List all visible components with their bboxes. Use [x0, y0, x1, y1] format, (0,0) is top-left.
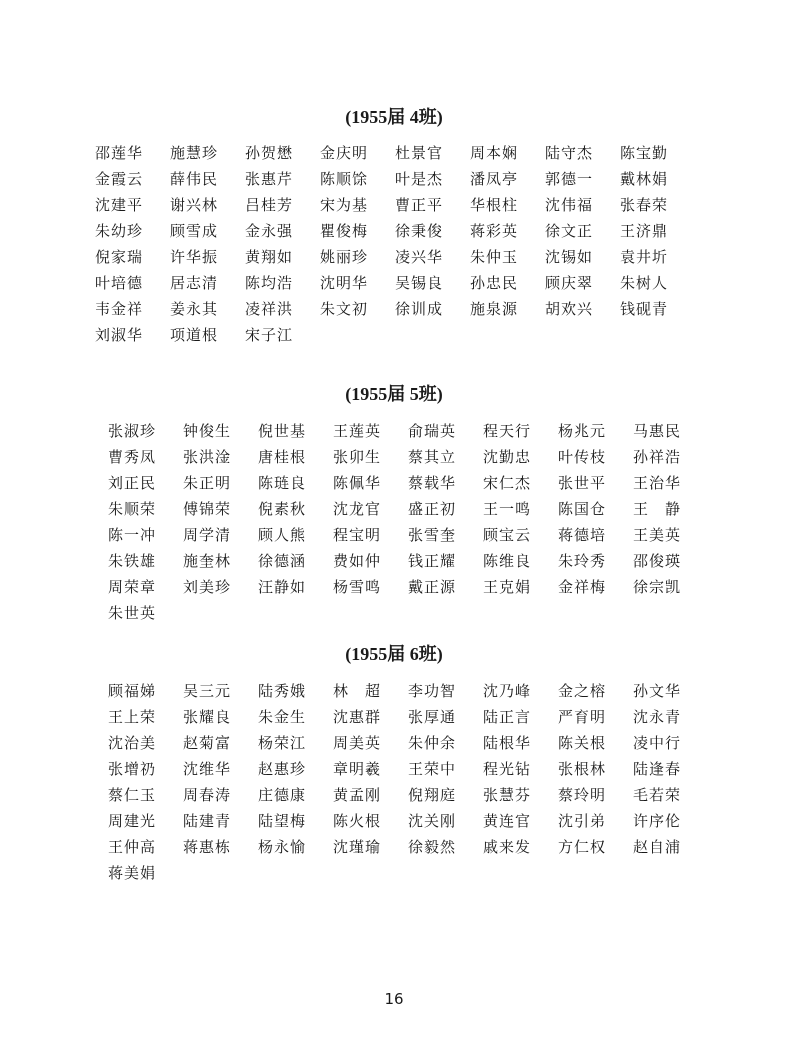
student-name: 沈明华: [320, 274, 369, 292]
student-name: 黄孟刚: [333, 786, 382, 804]
student-name: 蒋惠栋: [183, 838, 232, 856]
student-name: 朱幼珍: [95, 222, 144, 240]
student-name: 倪家瑞: [95, 248, 144, 266]
student-name: 孙贺懋: [245, 144, 294, 162]
student-name: 赵自浦: [633, 838, 682, 856]
student-name: 黄翔如: [245, 248, 294, 266]
section-title: (1955届 5班): [345, 384, 443, 404]
student-name: 程光钻: [483, 760, 532, 778]
student-name: 许华振: [170, 248, 219, 266]
student-name: 张惠芹: [245, 170, 294, 188]
student-name: 蔡玲明: [558, 786, 607, 804]
student-name: 顾福娣: [108, 682, 157, 700]
student-name: 张卯生: [333, 448, 382, 466]
student-name: 孙忠民: [470, 274, 519, 292]
student-name: 蒋彩英: [470, 222, 519, 240]
student-name: 陆秀娥: [258, 682, 307, 700]
student-name: 陈一冲: [108, 526, 157, 544]
student-name: 施泉源: [470, 300, 519, 318]
student-name: 金之榕: [558, 682, 607, 700]
student-name: 谢兴林: [170, 196, 219, 214]
student-name: 李功智: [408, 682, 457, 700]
student-name: 施慧珍: [170, 144, 219, 162]
student-name: 华根柱: [470, 196, 519, 214]
student-name: 凌中行: [633, 734, 682, 752]
student-name: 蒋美娟: [108, 864, 157, 882]
student-name: 王 静: [633, 500, 682, 518]
student-name: 唐桂根: [258, 448, 307, 466]
student-name: 汪静如: [258, 578, 307, 596]
student-name: 顾庆翠: [545, 274, 594, 292]
student-name: 袁井圻: [620, 248, 669, 266]
student-name: 周美英: [333, 734, 382, 752]
student-name: 郭德一: [545, 170, 594, 188]
student-name: 陆正言: [483, 708, 532, 726]
student-name: 项道根: [170, 326, 219, 344]
student-name: 杨雪鸣: [333, 578, 382, 596]
student-name: 蒋德培: [558, 526, 607, 544]
student-name: 杨兆元: [558, 422, 607, 440]
section-title: (1955届 4班): [345, 107, 443, 127]
student-name: 许序伦: [633, 812, 682, 830]
student-name: 徐文正: [545, 222, 594, 240]
student-name: 方仁权: [558, 838, 607, 856]
student-name: 朱仲余: [408, 734, 457, 752]
student-name: 徐宗凯: [633, 578, 682, 596]
student-name: 沈惠群: [333, 708, 382, 726]
student-name: 沈龙官: [333, 500, 382, 518]
student-name: 张洪淦: [183, 448, 232, 466]
student-name: 吕桂芳: [245, 196, 294, 214]
student-name: 孙文华: [633, 682, 682, 700]
student-name: 朱金生: [258, 708, 307, 726]
student-name: 陆守杰: [545, 144, 594, 162]
student-name: 蔡其立: [408, 448, 457, 466]
student-name: 宋为基: [320, 196, 369, 214]
student-name: 章明羲: [333, 760, 382, 778]
student-name: 杜景官: [395, 144, 444, 162]
student-name: 刘美珍: [183, 578, 232, 596]
student-name: 杨永愉: [258, 838, 307, 856]
student-name: 邵俊瑛: [633, 552, 682, 570]
student-name: 张春荣: [620, 196, 669, 214]
student-name: 王克娟: [483, 578, 532, 596]
student-name: 沈伟福: [545, 196, 594, 214]
page-number: 16: [384, 990, 404, 1008]
student-name: 王美英: [633, 526, 682, 544]
student-name: 叶是杰: [395, 170, 444, 188]
student-name: 周本娴: [470, 144, 519, 162]
student-name: 张耀良: [183, 708, 232, 726]
student-name: 陆建青: [183, 812, 232, 830]
student-name: 赵惠珍: [258, 760, 307, 778]
student-name: 徐秉俊: [395, 222, 444, 240]
student-name: 倪素秋: [258, 500, 307, 518]
student-name: 杨荣江: [258, 734, 307, 752]
student-name: 周春涛: [183, 786, 232, 804]
student-name: 费如仲: [333, 552, 382, 570]
student-name: 张慧芬: [483, 786, 532, 804]
student-name: 陈佩华: [333, 474, 382, 492]
student-name: 马惠民: [633, 422, 682, 440]
student-name: 徐德涵: [258, 552, 307, 570]
student-name: 陈维良: [483, 552, 532, 570]
student-name: 徐毅然: [408, 838, 457, 856]
student-name: 刘淑华: [95, 326, 144, 344]
student-name: 姚丽珍: [320, 248, 369, 266]
student-name: 陈火根: [333, 812, 382, 830]
name-grid: [108, 678, 708, 886]
student-name: 金永强: [245, 222, 294, 240]
student-name: 顾雪成: [170, 222, 219, 240]
student-name: 倪世基: [258, 422, 307, 440]
student-name: 潘凤亭: [470, 170, 519, 188]
student-name: 吴三元: [183, 682, 232, 700]
student-name: 钟俊生: [183, 422, 232, 440]
student-name: 沈勤忠: [483, 448, 532, 466]
student-name: 张根林: [558, 760, 607, 778]
student-name: 陆根华: [483, 734, 532, 752]
student-name: 王仲高: [108, 838, 157, 856]
student-name: 徐训成: [395, 300, 444, 318]
student-name: 周建光: [108, 812, 157, 830]
section-title: (1955届 6班): [345, 644, 443, 664]
student-name: 薛伟民: [170, 170, 219, 188]
student-name: 金祥梅: [558, 578, 607, 596]
student-name: 王荣中: [408, 760, 457, 778]
student-name: 盛正初: [408, 500, 457, 518]
student-name: 王莲英: [333, 422, 382, 440]
student-name: 朱玲秀: [558, 552, 607, 570]
student-name: 程天行: [483, 422, 532, 440]
student-name: 沈瑾瑜: [333, 838, 382, 856]
student-name: 王一鸣: [483, 500, 532, 518]
student-name: 张厚通: [408, 708, 457, 726]
student-name: 叶培德: [95, 274, 144, 292]
student-name: 陈关根: [558, 734, 607, 752]
student-name: 曹秀凤: [108, 448, 157, 466]
student-name: 周学清: [183, 526, 232, 544]
student-name: 王济鼎: [620, 222, 669, 240]
student-name: 邵莲华: [95, 144, 144, 162]
student-name: 顾人熊: [258, 526, 307, 544]
student-name: 金庆明: [320, 144, 369, 162]
student-name: 陈均浩: [245, 274, 294, 292]
student-name: 朱仲玉: [470, 248, 519, 266]
student-name: 王上荣: [108, 708, 157, 726]
student-name: 孙祥浩: [633, 448, 682, 466]
student-name: 陈国仓: [558, 500, 607, 518]
student-name: 张世平: [558, 474, 607, 492]
student-name: 凌兴华: [395, 248, 444, 266]
student-name: 林 超: [333, 682, 382, 700]
student-name: 蔡仁玉: [108, 786, 157, 804]
student-name: 宋子江: [245, 326, 294, 344]
student-name: 韦金祥: [95, 300, 144, 318]
student-name: 王治华: [633, 474, 682, 492]
student-name: 胡欢兴: [545, 300, 594, 318]
student-name: 张雪奎: [408, 526, 457, 544]
name-grid: [95, 140, 695, 348]
student-name: 刘正民: [108, 474, 157, 492]
student-name: 陆逢春: [633, 760, 682, 778]
student-name: 赵菊富: [183, 734, 232, 752]
student-name: 陈宝勤: [620, 144, 669, 162]
student-name: 周荣章: [108, 578, 157, 596]
student-name: 朱文初: [320, 300, 369, 318]
student-name: 沈治美: [108, 734, 157, 752]
student-name: 钱正耀: [408, 552, 457, 570]
student-name: 朱树人: [620, 274, 669, 292]
student-name: 金霞云: [95, 170, 144, 188]
student-name: 陈顺馀: [320, 170, 369, 188]
student-name: 钱砚青: [620, 300, 669, 318]
student-name: 陈琏良: [258, 474, 307, 492]
student-name: 施奎林: [183, 552, 232, 570]
student-name: 沈锡如: [545, 248, 594, 266]
student-name: 沈建平: [95, 196, 144, 214]
student-name: 宋仁杰: [483, 474, 532, 492]
student-name: 朱顺荣: [108, 500, 157, 518]
student-name: 戴林娟: [620, 170, 669, 188]
student-name: 曹正平: [395, 196, 444, 214]
student-name: 俞瑞英: [408, 422, 457, 440]
student-name: 沈维华: [183, 760, 232, 778]
student-name: 朱正明: [183, 474, 232, 492]
student-name: 倪翔庭: [408, 786, 457, 804]
student-name: 黄连官: [483, 812, 532, 830]
name-grid: [108, 418, 708, 626]
student-name: 戚来发: [483, 838, 532, 856]
student-name: 凌祥洪: [245, 300, 294, 318]
student-name: 沈关刚: [408, 812, 457, 830]
student-name: 沈引弟: [558, 812, 607, 830]
student-name: 程宝明: [333, 526, 382, 544]
student-name: 沈乃峰: [483, 682, 532, 700]
student-name: 叶传枝: [558, 448, 607, 466]
student-name: 姜永其: [170, 300, 219, 318]
student-name: 傅锦荣: [183, 500, 232, 518]
student-name: 张增礽: [108, 760, 157, 778]
student-name: 朱铁雄: [108, 552, 157, 570]
student-name: 居志清: [170, 274, 219, 292]
student-name: 严育明: [558, 708, 607, 726]
student-name: 陆望梅: [258, 812, 307, 830]
student-name: 毛若荣: [633, 786, 682, 804]
student-name: 戴正源: [408, 578, 457, 596]
student-name: 张淑珍: [108, 422, 157, 440]
student-name: 顾宝云: [483, 526, 532, 544]
student-name: 蔡载华: [408, 474, 457, 492]
student-name: 瞿俊梅: [320, 222, 369, 240]
student-name: 沈永青: [633, 708, 682, 726]
student-name: 庄德康: [258, 786, 307, 804]
student-name: 吴锡良: [395, 274, 444, 292]
student-name: 朱世英: [108, 604, 157, 622]
